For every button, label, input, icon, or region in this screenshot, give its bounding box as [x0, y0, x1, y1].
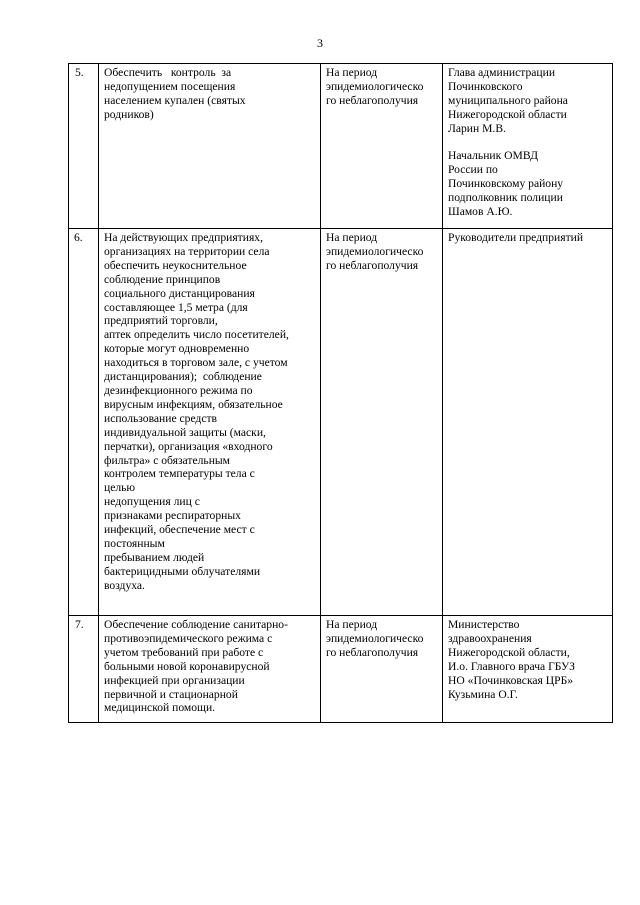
text-line: Кузьмина О.Г. — [448, 687, 518, 701]
text-line: находиться в торговом зале, с учетом — [104, 356, 288, 370]
text-line: пребыванием людей — [104, 550, 205, 564]
text-line: Начальник ОМВД — [448, 149, 539, 163]
text-line: недопущением посещения — [104, 79, 236, 93]
measure-cell — [99, 64, 321, 229]
text-line: постоянным — [104, 536, 165, 550]
text-line: населением купален (святых — [104, 93, 246, 107]
text-line: инфекцией при организации — [104, 673, 245, 687]
text-line: контролем температуры тела с — [104, 467, 255, 481]
text-line: бактерицидными облучателями — [104, 564, 261, 578]
text-line: учетом требований при работе с — [104, 645, 264, 659]
text-line: вирусным инфекциям, обязательное — [104, 397, 283, 411]
period-cell — [321, 229, 443, 616]
row-number: 7. — [69, 616, 99, 723]
text-line: Починковского — [448, 79, 523, 93]
measures-table — [68, 63, 613, 723]
period-cell — [321, 616, 443, 723]
text-line: социального дистанцирования — [104, 286, 255, 300]
table-body — [69, 64, 613, 723]
text-line: Починковскому району — [448, 177, 564, 191]
table-row — [69, 64, 613, 229]
text-line: больными новой коронавирусной — [104, 659, 270, 673]
text-line: На период — [326, 618, 378, 631]
text-line — [448, 136, 608, 150]
text-line: го неблагополучия — [326, 93, 419, 107]
text-line: Руководители предприятий — [448, 231, 584, 244]
text-line: предприятий торговли, — [104, 314, 218, 328]
responsible-cell — [443, 229, 613, 616]
text-line: эпидемиологическо — [326, 631, 424, 645]
text-line: Министерство — [448, 618, 520, 631]
text-line: Шамов А.Ю. — [448, 205, 513, 219]
text-line: Обеспечить контроль за — [104, 66, 232, 79]
text-line: медицинской помощи. — [104, 701, 216, 715]
text-line: НО «Починковская ЦРБ» — [448, 673, 574, 687]
text-line: организациях на территории села — [104, 244, 270, 258]
text-line: Обеспечение соблюдение санитарно- — [104, 618, 288, 631]
text-line: России по — [448, 163, 498, 177]
table-row — [69, 229, 613, 616]
text-line: признаками респираторных — [104, 509, 241, 523]
text-line: инфекций, обеспечение мест с — [104, 523, 255, 537]
text-line: целью — [104, 481, 136, 495]
page-number: 3 — [317, 36, 323, 50]
responsible-cell — [443, 64, 613, 229]
text-line: И.о. Главного врача ГБУЗ — [448, 659, 575, 673]
text-line: родников) — [104, 107, 154, 121]
text-line: недопущения лиц с — [104, 495, 200, 509]
text-line: муниципального района — [448, 93, 568, 107]
text-line: Нижегородской области, — [448, 645, 570, 659]
text-line: первичной и стационарной — [104, 687, 238, 701]
text-line: Глава администрации — [448, 66, 556, 79]
table-row — [69, 616, 613, 723]
text-line: дистанцирования); соблюдение — [104, 370, 262, 384]
text-line: воздуха. — [104, 578, 145, 592]
text-line: На период — [326, 66, 378, 79]
period-cell — [321, 64, 443, 229]
text-line: Ларин М.В. — [448, 121, 506, 135]
text-line: Нижегородской области — [448, 107, 567, 121]
text-line: На период — [326, 231, 378, 244]
measure-cell — [99, 229, 321, 616]
row-number: 5. — [69, 64, 99, 229]
text-line: дезинфекционного режима по — [104, 383, 253, 397]
text-line: противоэпидемического режима с — [104, 631, 273, 645]
text-line: обеспечить неукоснительное — [104, 258, 247, 272]
text-line: использование средств — [104, 411, 218, 425]
measure-cell — [99, 616, 321, 723]
row-number: 6. — [69, 229, 99, 616]
text-line: соблюдение принципов — [104, 272, 221, 286]
text-line: аптек определить число посетителей, — [104, 328, 289, 342]
responsible-cell — [443, 616, 613, 723]
text-line: индивидуальной защиты (маски, — [104, 425, 266, 439]
text-line: эпидемиологическо — [326, 79, 424, 93]
text-line: го неблагополучия — [326, 645, 419, 659]
text-line: подполковник полиции — [448, 191, 563, 205]
text-line: здравоохранения — [448, 631, 532, 645]
text-line: которые могут одновременно — [104, 342, 250, 356]
text-line: На действующих предприятиях, — [104, 231, 263, 244]
text-line: го неблагополучия — [326, 258, 419, 272]
text-line: фильтра» с обязательным — [104, 453, 231, 467]
text-line: составляющее 1,5 метра (для — [104, 300, 248, 314]
text-line: перчатки), организация «входного — [104, 439, 273, 453]
text-line: эпидемиологическо — [326, 244, 424, 258]
